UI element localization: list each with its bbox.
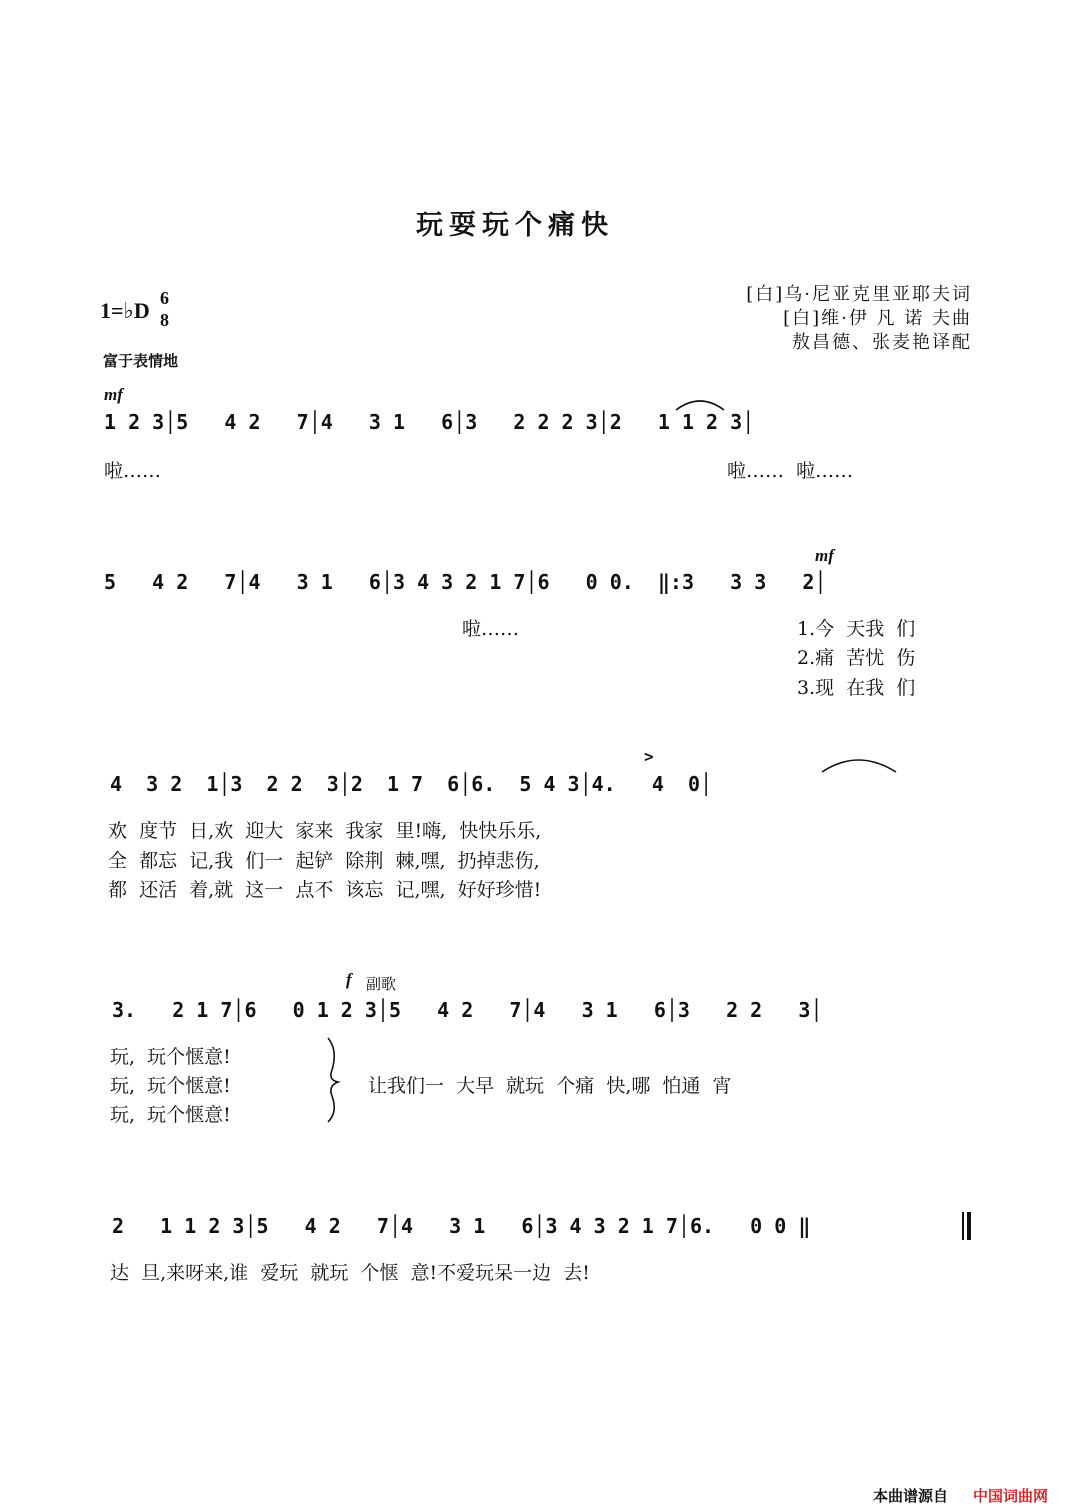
accent-mark: > <box>644 747 654 766</box>
verse-2-lyric: 全 都忘 记,我 们一 起铲 除荆 棘,嘿, 扔掉悲伤, <box>108 850 540 872</box>
time-signature-bottom: 8 <box>160 310 169 330</box>
lyric-line: 啦…… <box>462 618 520 640</box>
tempo-marking: 富于表情地 <box>103 352 179 370</box>
site-name[interactable]: 中国词曲网 <box>973 1487 1049 1505</box>
dynamic-mf: mf <box>104 385 123 404</box>
verse-1-lyric: 玩, 玩个惬意! <box>110 1046 231 1068</box>
key-signature: 1=♭D <box>100 298 150 323</box>
chorus-label: 副歌 <box>366 975 397 993</box>
notation-line-3: 4 3 2 1│3 2 2 3│2 1 7 6│6. 5 4 3│4. 4 0│ <box>110 772 713 796</box>
slur-mark <box>822 760 896 772</box>
verse-3-lyric: 3.现 在我 们 <box>797 677 916 699</box>
notation-line-4: 3. 2 1 7│6 0 1 2 3│5 4 2 7│4 3 1 6│3 2 2 3│ <box>112 998 823 1022</box>
brace-mark <box>328 1038 338 1122</box>
dynamic-f: f <box>346 970 352 989</box>
chorus-lyric: 让我们一 大早 就玩 个痛 快,哪 怕通 宵 <box>368 1075 732 1097</box>
source-label: 本曲谱源自 <box>873 1487 949 1505</box>
verse-3-lyric: 玩, 玩个惬意! <box>110 1104 231 1126</box>
verse-1-lyric: 欢 度节 日,欢 迎大 家来 我家 里!嗨, 快快乐乐, <box>108 820 542 842</box>
lyric-line: 啦…… 啦…… <box>727 460 854 482</box>
lyricist-credit: [白]乌·尼亚克里亚耶夫词 <box>746 284 972 305</box>
notation-line-1: 1 2 3│5 4 2 7│4 3 1 6│3 2 2 2 3│2 1 1 2 3│ <box>104 410 755 434</box>
notation-line-5: 2 1 1 2 3│5 4 2 7│4 3 1 6│3 4 3 2 1 7│6. 0 0 ‖ <box>112 1214 811 1238</box>
verse-2-lyric: 2.痛 苦忧 伤 <box>797 647 916 669</box>
dynamic-mf: mf <box>815 546 834 565</box>
lyric-line: 啦…… <box>104 460 162 482</box>
lyric-line: 达 旦,来呀来,谁 爱玩 就玩 个惬 意!不爱玩呆一边 去! <box>110 1262 590 1284</box>
verse-2-lyric: 玩, 玩个惬意! <box>110 1075 231 1097</box>
composer-credit: [白]维·伊 凡 诺 夫曲 <box>783 308 972 329</box>
time-signature-top: 6 <box>160 288 169 308</box>
verse-1-lyric: 1.今 天我 们 <box>797 618 916 640</box>
slur-mark <box>676 401 724 410</box>
notation-line-2: 5 4 2 7│4 3 1 6│3 4 3 2 1 7│6 0 0. ‖:3 3 3 2│ <box>104 570 827 594</box>
verse-3-lyric: 都 还活 着,就 这一 点不 该忘 记,嘿, 好好珍惜! <box>108 879 542 901</box>
song-title: 玩耍玩个痛快 <box>416 210 614 241</box>
translator-credit: 敖昌德、张麦艳译配 <box>792 332 972 353</box>
